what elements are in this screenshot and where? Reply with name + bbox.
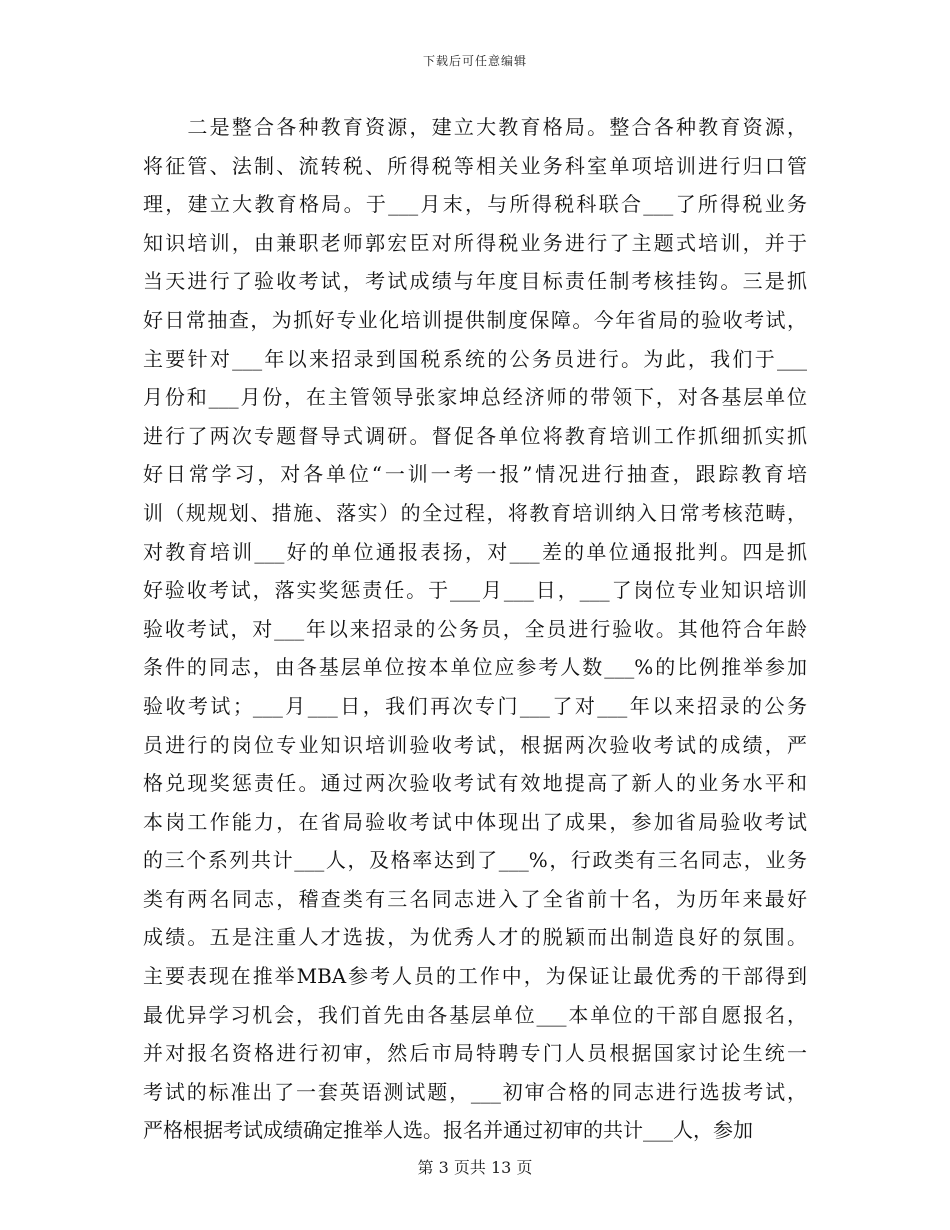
text-line: 本岗工作能力，在省局验收考试中体现出了成果，参加省局验收考试 [143,809,807,834]
text-line: 严格根据考试成绩确定推举人选。报名并通过初审的共计___人，参加 [143,1118,753,1143]
text-line: 进行了两次专题督导式调研。督促各单位将教育培训工作抓细抓实抓 [143,423,807,448]
text-line: 员进行的岗位专业知识培训验收考试，根据两次验收考试的成绩，严 [143,732,807,757]
text-line: 并对报名资格进行初审，然后市局特聘专门人员根据国家讨论生统一 [143,1041,807,1066]
text-line: 格兑现奖惩责任。通过两次验收考试有效地提高了新人的业务水平和 [143,771,807,796]
text-line: 好验收考试，落实奖惩责任。于___月___日，___了岗位专业知识培训 [143,578,807,603]
text-line: 理，建立大教育格局。于___月末，与所得税科联合___了所得税业务 [143,192,807,217]
text-line: 对教育培训___好的单位通报表扬，对___差的单位通报批判。四是抓 [143,539,807,564]
text-line: 最优异学习机会，我们首先由各基层单位___本单位的干部自愿报名， [143,1002,807,1027]
text-line: 将征管、法制、流转税、所得税等相关业务科室单项培训进行归口管 [143,153,807,178]
text-line: 验收考试；___月___日，我们再次专门___了对___年以来招录的公务 [143,693,807,718]
page-header: 下载后可任意编辑 [422,54,527,68]
text-line: 考试的标准出了一套英语测试题，___初审合格的同志进行选拔考试， [143,1079,807,1104]
text-line: 当天进行了验收考试，考试成绩与年度目标责任制考核挂钩。三是抓 [143,269,807,294]
text-line: 知识培训，由兼职老师郭宏臣对所得税业务进行了主题式培训，并于 [143,230,807,255]
text-line: 验收考试，对___年以来招录的公务员，全员进行验收。其他符合年龄 [143,616,807,641]
text-line: 主要针对___年以来招录到国税系统的公务员进行。为此，我们于___ [143,346,807,371]
text-line: 条件的同志，由各基层单位按本单位应参考人数___%的比例推举参加 [143,655,807,680]
text-line: 好日常学习，对各单位“一训一考一报”情况进行抽查，跟踪教育培 [143,462,807,487]
text-line: 训（规规划、措施、落实）的全过程，将教育培训纳入日常考核范畴， [143,500,807,525]
page-footer: 第 3 页共 13 页 [417,1158,533,1177]
text-line: 类有两名同志，稽查类有三名同志进入了全省前十名，为历年来最好 [143,886,807,911]
text-line: 的三个系列共计___人，及格率达到了___%，行政类有三名同志，业务 [143,848,807,873]
text-line: 二是整合各种教育资源，建立大教育格局。整合各种教育资源， [143,115,807,139]
text-line: 好日常抽查，为抓好专业化培训提供制度保障。今年省局的验收考试， [143,307,807,332]
text-line: 月份和___月份，在主管领导张家坤总经济师的带领下，对各基层单位 [143,385,807,410]
text-line: 成绩。五是注重人才选拔，为优秀人才的脱颖而出制造良好的氛围。 [143,925,807,950]
text-line: 主要表现在推举MBA参考人员的工作中，为保证让最优秀的干部得到 [143,964,807,989]
body-paragraph [143,108,807,1150]
